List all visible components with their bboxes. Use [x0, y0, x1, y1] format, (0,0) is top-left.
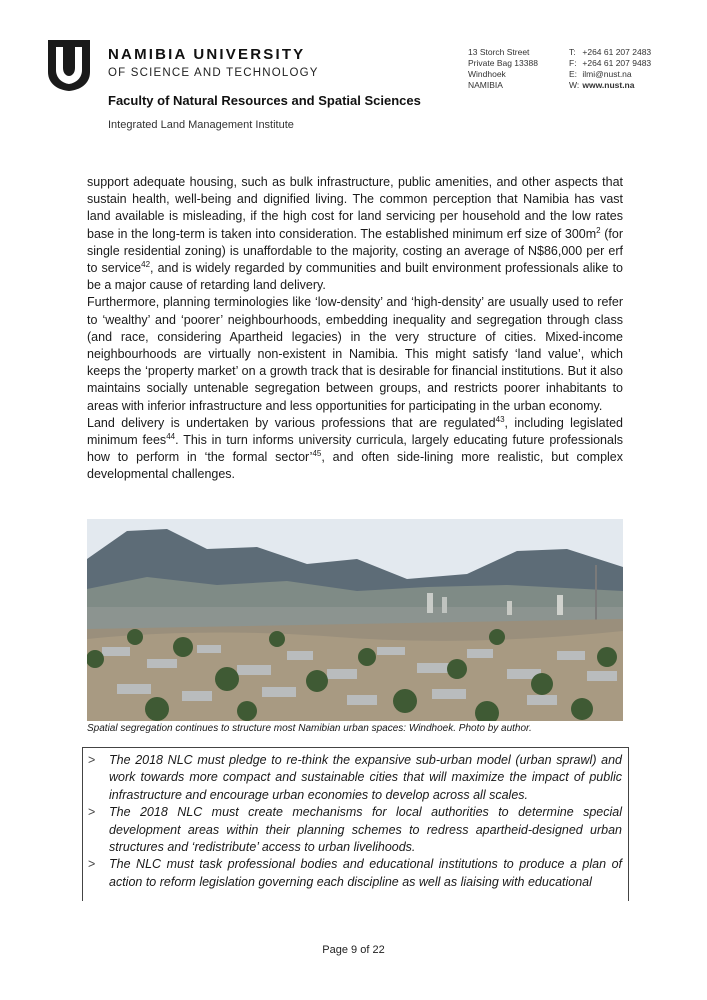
contact-phone: [569, 47, 651, 58]
university-subtitle: OF SCIENCE AND TECHNOLOGY: [108, 67, 319, 79]
text-run: . This in turn informs university curricula, largely educating future professionals how to perform in ‘the formal sector’: [87, 433, 623, 465]
contact-value: ilmi@nust.na: [582, 69, 632, 79]
text-run: Land delivery is undertaken by various professions that are regulated: [87, 415, 496, 430]
superscript: 2: [596, 225, 601, 235]
recommendation-text: The 2018 NLC must pledge to re-think the expansive sub-urban model (urban sprawl) and work towards more compact and sustainable cities that will maximize the impact of public infrastructure and encourage urban economies to develop across all scales.: [109, 753, 622, 802]
faculty-name: Faculty of Natural Resources and Spatial Sciences: [108, 93, 421, 108]
contact-label: F:: [569, 58, 577, 68]
address-line: NAMIBIA: [468, 80, 503, 90]
contact-label: T:: [569, 47, 576, 57]
contact-web: [569, 80, 651, 91]
contact-email: [569, 69, 651, 80]
page-number: Page 9 of 22: [322, 944, 385, 956]
recommendation-item: [83, 804, 628, 856]
recommendation-item: [83, 752, 628, 804]
arrow-bullet-icon: >: [88, 857, 96, 872]
text-run: , and often side-lining more realistic, but complex developmental challenges.: [87, 450, 624, 482]
paragraph: [87, 415, 623, 484]
address-line: Windhoek: [468, 69, 506, 79]
text-run: (for single residential zoning) is unaffordable to the majority, costing an average of N$86,000 per erf to service: [87, 226, 623, 276]
recommendation-item: [83, 856, 628, 891]
windhoek-photo: [87, 519, 623, 721]
contact-value: +264 61 207 9483: [582, 58, 652, 68]
text-run: , including legislated minimum fees: [87, 415, 624, 448]
paragraph: Furthermore, planning terminologies like ‘low-density’ and ‘high-density’ are usually used to refer to ‘wealthy’ and ‘poorer’ neighbourhoods, embedding inequality and segregation through class (and race, considering Apartheid legacies) in the very structure of cities. Mixed-income neighbourhoods are virtually non-existent in Namibia. This might satisfy ‘land value’, which keeps the ‘property market’ on a growth track that is desirable for financial institutions. But it also maintains socially untenable segregation between groups, and restricts poorer inhabitants to areas with inferior infrastructure and less opportunities for participating in the urban economy.: [87, 295, 623, 413]
body-text: [87, 174, 623, 484]
institute-name: Integrated Land Management Institute: [108, 119, 294, 131]
contact-label: E:: [569, 69, 578, 79]
recommendation-text: The NLC must task professional bodies and educational institutions to produce a plan of action to reform legislation governing each discipline as well as liaising with educational: [109, 857, 622, 889]
footnote-ref: 45: [312, 449, 322, 459]
contact-value: +264 61 207 2483: [582, 47, 652, 57]
photo-caption: Spatial segregation continues to structure most Namibian urban spaces: Windhoek. Photo by author.: [87, 723, 532, 734]
postal-address: [468, 47, 538, 91]
recommendations-box: [82, 747, 629, 901]
contact-fax: [569, 58, 651, 69]
footnote-ref: 42: [141, 259, 151, 269]
address-line: Private Bag 13388: [468, 58, 538, 68]
address-line: 13 Storch Street: [468, 47, 530, 57]
arrow-bullet-icon: >: [88, 753, 96, 767]
text-run: , and is widely regarded by communities and built environment professionals alike to be a major cause of retarding land delivery.: [87, 261, 623, 293]
university-logo: [44, 38, 94, 92]
footnote-ref: 43: [495, 414, 505, 424]
recommendation-text: The 2018 NLC must create mechanisms for local authorities to determine special development areas within their planning schemes to redress apartheid-designed urban structures and ‘redistribute’ access to urban livelihoods.: [109, 805, 622, 855]
university-name: NAMIBIA UNIVERSITY: [108, 46, 306, 63]
contact-label: W:: [569, 80, 580, 90]
contact-details: [569, 47, 651, 91]
paragraph: [87, 174, 623, 294]
contact-value: www.nust.na: [582, 80, 635, 90]
text-run: support adequate housing, such as bulk infrastructure, public amenities, and other aspects that sustain health, well-being and dignified living. The common perception that Namibia has vast land available is misleading, if the high cost for land servicing per household and the low rates base in the long-term is taken into consideration. The established minimum erf size of 300m: [87, 175, 623, 241]
arrow-bullet-icon: >: [88, 805, 96, 820]
footnote-ref: 44: [166, 431, 176, 441]
